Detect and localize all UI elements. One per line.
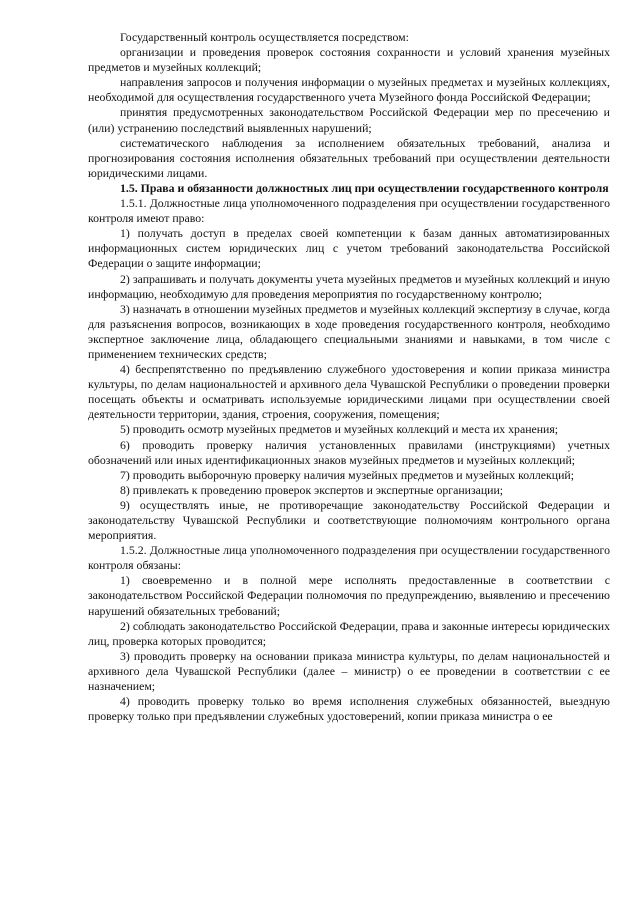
list-item-duty-3: 3) проводить проверку на основании приказа министра культуры, по делам национальностей и архивного дела Чувашской Республики (далее – министр) о ее проведении в соответствии с ее назначением; <box>88 648 610 694</box>
list-item-right-9: 9) осуществлять иные, не противоречащие законодательству Российской Федерации и законодательству Чувашской Республики и соответствующие полномочиям контрольного органа мероприятия. <box>88 497 610 543</box>
paragraph-1-5-2: 1.5.2. Должностные лица уполномоченного подразделения при осуществлении государственного контроля обязаны: <box>88 543 610 573</box>
list-item-right-5: 5) проводить осмотр музейных предметов и музейных коллекций и места их хранения; <box>120 422 559 437</box>
paragraph-inspections: организации и проведения проверок состояния сохранности и условий хранения музейных предметов и музейных коллекций; <box>88 45 610 75</box>
list-item-right-2: 2) запрашивать и получать документы учета музейных предметов и музейных коллекций и иную информацию, необходимую для проведения мероприятия по государственному контролю; <box>88 271 610 301</box>
paragraph-1-5-1: 1.5.1. Должностные лица уполномоченного подразделения при осуществлении государственного контроля имеют право: <box>88 196 610 226</box>
list-item-right-6: 6) проводить проверку наличия установленных правилами (инструкциями) учетных обозначений или иных идентификационных знаков музейных предметов и музейных коллекций; <box>88 437 610 467</box>
list-item-right-1: 1) получать доступ в пределах своей компетенции к базам данных автоматизированных информационных систем юридических лиц с учетом требований законодательства Российской Федерации о защите информации; <box>88 226 610 271</box>
paragraph-monitoring: систематического наблюдения за исполнением обязательных требований, анализа и прогнозирования состояния исполнения обязательных требований при осуществлении деятельности юридическими лицами. <box>88 135 610 180</box>
list-item-right-7: 7) проводить выборочную проверку наличия музейных предметов и музейных коллекций; <box>120 467 574 482</box>
list-item-right-4: 4) беспрепятственно по предъявлению служебного удостоверения и копии приказа министра культуры, по делам национальностей и архивного дела Чувашской Республики о проведении проверки посещать объекты и осматривать используемые юридическими лицами при осуществлении своей деятельности территории, здания, строения, сооружения, помещения; <box>88 362 610 422</box>
list-item-right-8: 8) привлекать к проведению проверок экспертов и экспертные организации; <box>120 482 504 497</box>
section-heading-1-5: 1.5. Права и обязанности должностных лиц при осуществлении государственного контроля <box>120 180 609 195</box>
list-item-right-3: 3) назначать в отношении музейных предметов и музейных коллекций экспертизу в случае, когда для разъяснения вопросов, возникающих в ходе проведения государственного контроля, необходимо экспертное заключение лица, обладающего специальными знаниями и навыками, в том числе с применением технических средств; <box>88 301 610 361</box>
paragraph-measures: принятия предусмотренных законодательством Российской Федерации мер по пресечению и (или) устранению последствий выявленных нарушений; <box>88 105 610 135</box>
paragraph-control-means: Государственный контроль осуществляется посредством: <box>120 30 409 44</box>
paragraph-requests: направления запросов и получения информации о музейных предметах и музейных коллекциях, необходимой для осуществления государственного учета Музейного фонда Российской Федерации; <box>88 75 610 105</box>
list-item-duty-1: 1) своевременно и в полной мере исполнять предоставленные в соответствии с законодательством Российской Федерации полномочия по предупреждению, выявлению и пресечению нарушений обязательных требований; <box>88 573 610 618</box>
list-item-duty-4: 4) проводить проверку только во время исполнения служебных обязанностей, выездную проверку только при предъявлении служебных удостоверений, копии приказа министра о ее <box>88 694 610 724</box>
list-item-duty-2: 2) соблюдать законодательство Российской Федерации, права и законные интересы юридических лиц, проверка которых проводится; <box>88 618 610 648</box>
